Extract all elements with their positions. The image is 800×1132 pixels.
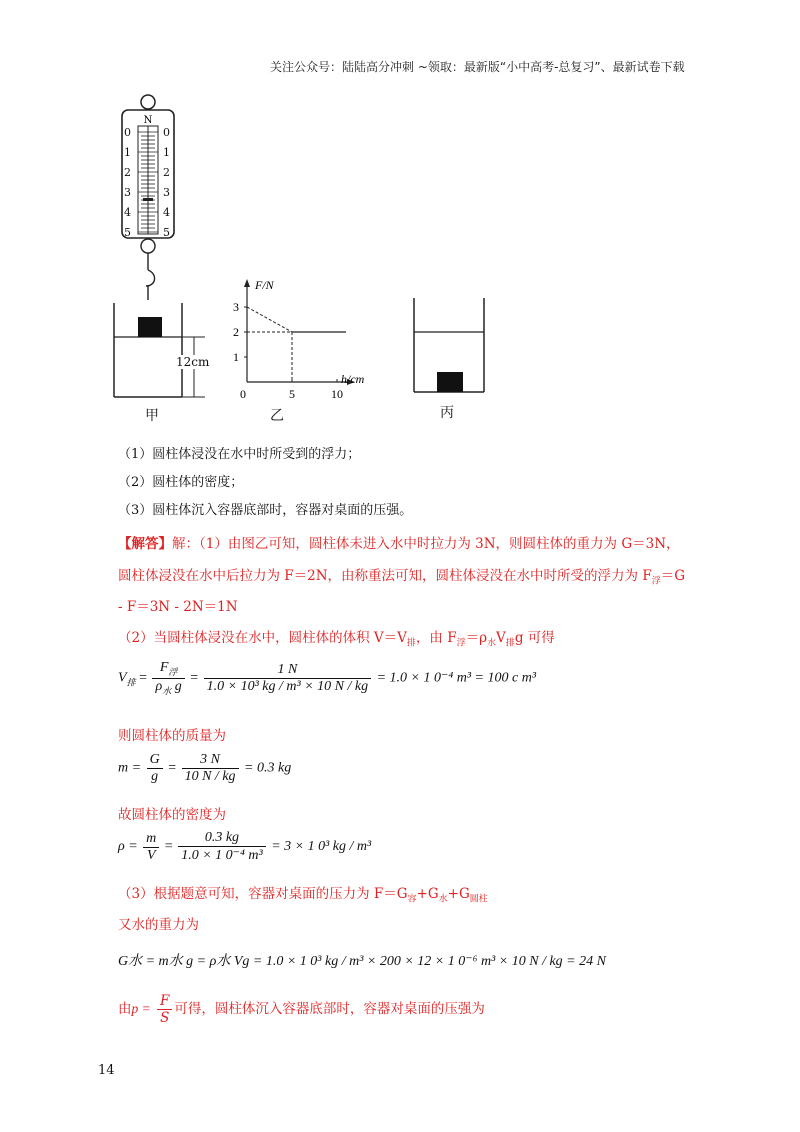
answer-line-3: - F＝3N - 2N＝1N — [118, 599, 238, 615]
answer-line-1: 【解答】解：（1）由图乙可知，圆柱体未进入水中时拉力为 3N，则圆柱体的重力为 G＝3N， — [118, 536, 680, 552]
tick-right: 0 — [163, 126, 170, 139]
tick-left: 5 — [124, 226, 131, 239]
tick-left: 0 — [124, 126, 131, 139]
height-label: 12cm — [176, 355, 210, 369]
y-tick-label: 3 — [233, 300, 239, 314]
page-header: 关注公众号：陆陆高分冲刺 ~领取：最新版“小中高考-总复习”、最新试卷下载 — [270, 60, 685, 74]
tick-left: 1 — [124, 146, 131, 159]
tick-right: 5 — [163, 226, 170, 239]
answer-line-5: （3）根据题意可知，容器对桌面的压力为 $F=G_容+G_水+G_{圆柱}$ — [118, 886, 488, 905]
question-2: （2）圆柱体的密度； — [118, 475, 244, 490]
answer-tag: 【解答】 — [118, 536, 172, 552]
x-axis-label: h/cm — [341, 372, 365, 386]
equation-volume: $V_排$ = $\frac{F_浮}{\rho_水 g}$ = $\frac{1 N}{\text{1.0 × 10³ kg / m³ × 10 N / kg}}$ = 1.0 × 1 0⁻⁴ m³ = 100 c m³ — [118, 660, 537, 696]
figure-label-jia: 甲 — [145, 408, 159, 424]
equation-density: ρ = $\frac{m}{V}$ = $\frac{0.3 kg}{\text{1.0 × 1 0⁻⁴ m³}}$ = 3 × 1 0³ kg / m³ — [118, 830, 372, 863]
mass-intro: 则圆柱体的质量为 — [118, 728, 226, 744]
answer-line-2: 圆柱体浸没在水中后拉力为 F＝2N，由称重法可知，圆柱体浸没在水中时所受的浮力为 $F_浮=G$ — [118, 568, 686, 587]
equation-mass: m = $\frac{G}{g}$ = $\frac{3 N}{10 N / kg}$ = 0.3 kg — [118, 752, 292, 784]
tick-left: 3 — [124, 186, 131, 199]
y-axis-label: F/N — [255, 278, 274, 292]
container-bing — [400, 290, 500, 400]
figure-label-yi: 乙 — [270, 408, 284, 424]
x-tick-label: 10 — [331, 387, 343, 401]
tick-left: 2 — [124, 166, 131, 179]
question-3: （3）圆柱体沉入容器底部时，容器对桌面的压强。 — [118, 503, 413, 518]
tick-right: 2 — [163, 166, 170, 179]
spring-unit: N — [143, 115, 153, 126]
figure-label-bing: 丙 — [440, 405, 454, 421]
density-intro: 故圆柱体的密度为 — [118, 807, 226, 823]
water-intro: 又水的重力为 — [118, 917, 199, 933]
force-depth-chart — [225, 275, 385, 405]
container-jia — [110, 295, 230, 405]
tick-right: 1 — [163, 146, 170, 159]
page-number: 14 — [98, 1063, 115, 1078]
tick-left: 4 — [124, 206, 131, 219]
x-tick-label: 5 — [289, 387, 295, 401]
y-tick-label: 1 — [233, 350, 239, 364]
spring-scale-figure — [110, 90, 200, 300]
tick-right: 4 — [163, 206, 170, 219]
tick-right: 3 — [163, 186, 170, 199]
sloped-dash-segment — [247, 307, 292, 332]
answer-last-line: 由p = $\frac{F}{S}$ 可得，圆柱体沉入容器底部时，容器对桌面的压强为 — [118, 993, 485, 1026]
equation-water-weight: G水 = m水 g = ρ水 Vg = 1.0 × 1 0³ kg / m³ × 200 × 12 × 1 0⁻⁶ m³ × 10 N / kg = 24 N — [118, 954, 606, 969]
question-1: （1）圆柱体浸没在水中时所受到的浮力； — [118, 447, 361, 462]
y-tick-label: 2 — [233, 325, 239, 339]
answer-line-4: （2）当圆柱体浸没在水中，圆柱体的体积 $V=V_排$，由 $F_浮=\rho_水V_排g$ 可得 — [118, 630, 555, 649]
x-tick-label: 0 — [240, 387, 246, 401]
